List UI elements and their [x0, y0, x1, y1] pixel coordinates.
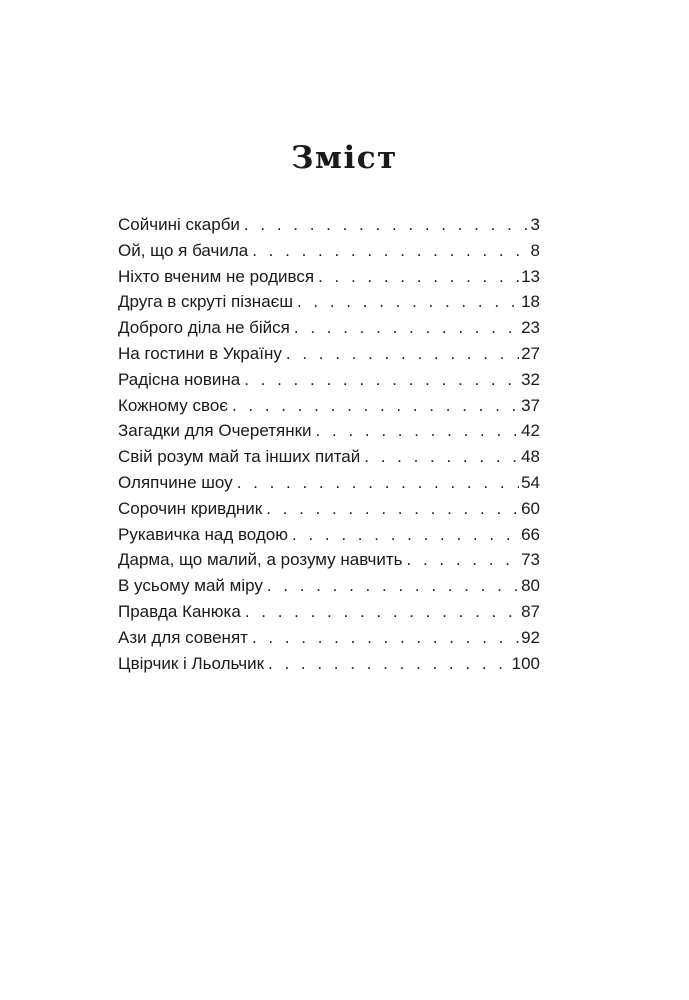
toc-entry-title: Друга в скруті пізнаєш	[118, 292, 293, 312]
toc-entry-page: 13	[521, 266, 540, 286]
toc-entry-page: 92	[521, 627, 540, 647]
dot-leader	[407, 547, 520, 573]
toc-entry-title: Ніхто вченим не родився	[118, 266, 315, 286]
dot-leader	[232, 393, 519, 419]
dot-leader	[364, 444, 519, 470]
dot-leader	[245, 599, 519, 625]
toc-entry-page: 48	[521, 447, 540, 467]
dot-leader	[252, 625, 519, 651]
toc-entry-title: Ази для совенят	[118, 627, 248, 647]
toc-entry	[118, 496, 540, 522]
toc-entry-page: 18	[521, 292, 540, 312]
toc-entry	[118, 470, 540, 496]
toc-entry-page: 100	[511, 653, 540, 673]
toc-entry	[118, 238, 540, 264]
toc-entry	[118, 599, 540, 625]
toc-entry	[118, 573, 540, 599]
toc-entry	[118, 315, 540, 341]
toc-entry-title: Ой, що я бачила	[118, 240, 249, 260]
toc-entry	[118, 547, 540, 573]
toc-entry-title: На гостини в Україну	[118, 343, 282, 363]
toc-entry-page: 37	[521, 395, 540, 415]
dot-leader	[244, 367, 519, 393]
dot-leader	[267, 573, 519, 599]
page-title: Зміст	[291, 140, 398, 176]
dot-leader	[292, 522, 519, 548]
toc-entry-title: Рукавичка над водою	[118, 524, 289, 544]
dot-leader	[316, 418, 520, 444]
toc-entry-title: Дарма, що малий, а розуму навчить	[118, 550, 403, 570]
toc-entry-page: 23	[521, 318, 540, 338]
toc-entry-title: Кожному своє	[118, 395, 228, 415]
toc-entry-title: Сорочин кривдник	[118, 498, 263, 518]
toc-entry-title: Цвірчик і Льольчик	[118, 653, 265, 673]
toc-entry	[118, 264, 540, 290]
toc-entry-page: 54	[521, 472, 540, 492]
table-of-contents	[118, 212, 540, 676]
toc-entry	[118, 651, 540, 677]
toc-entry-page: 87	[521, 601, 540, 621]
toc-entry-page: 8	[530, 240, 540, 260]
toc-entry	[118, 341, 540, 367]
dot-leader	[266, 496, 519, 522]
dot-leader	[318, 264, 519, 290]
dot-leader	[286, 341, 519, 367]
toc-entry-title: Правда Канюка	[118, 601, 241, 621]
toc-entry-title: Свій розум май та інших питай	[118, 447, 361, 467]
toc-entry-page: 60	[521, 498, 540, 518]
dot-leader	[237, 470, 519, 496]
dot-leader	[294, 315, 519, 341]
toc-entry	[118, 289, 540, 315]
toc-entry-title: Сойчині скарби	[118, 215, 240, 234]
toc-entry	[118, 522, 540, 548]
dot-leader	[268, 651, 510, 677]
toc-entry	[118, 418, 540, 444]
dot-leader	[297, 289, 519, 315]
toc-entry	[118, 212, 540, 238]
toc-entry-page: 27	[521, 343, 540, 363]
toc-entry	[118, 367, 540, 393]
toc-entry	[118, 393, 540, 419]
toc-entry-title: Доброго діла не бійся	[118, 318, 290, 338]
toc-entry-title: Радісна новина	[118, 369, 241, 389]
toc-entry	[118, 625, 540, 651]
toc-entry-page: 3	[530, 215, 540, 234]
toc-entry-page: 66	[521, 524, 540, 544]
toc-entry-page: 42	[521, 421, 540, 441]
dot-leader	[252, 238, 528, 264]
toc-entry-page: 80	[521, 576, 540, 596]
toc-entry-page: 73	[521, 550, 540, 570]
toc-entry-title: Оляпчине шоу	[118, 472, 233, 492]
dot-leader	[244, 212, 529, 238]
toc-entry-title: Загадки для Очеретянки	[118, 421, 312, 441]
toc-entry	[118, 444, 540, 470]
toc-entry-page: 32	[521, 369, 540, 389]
toc-entry-title: В усьому май міру	[118, 576, 263, 596]
